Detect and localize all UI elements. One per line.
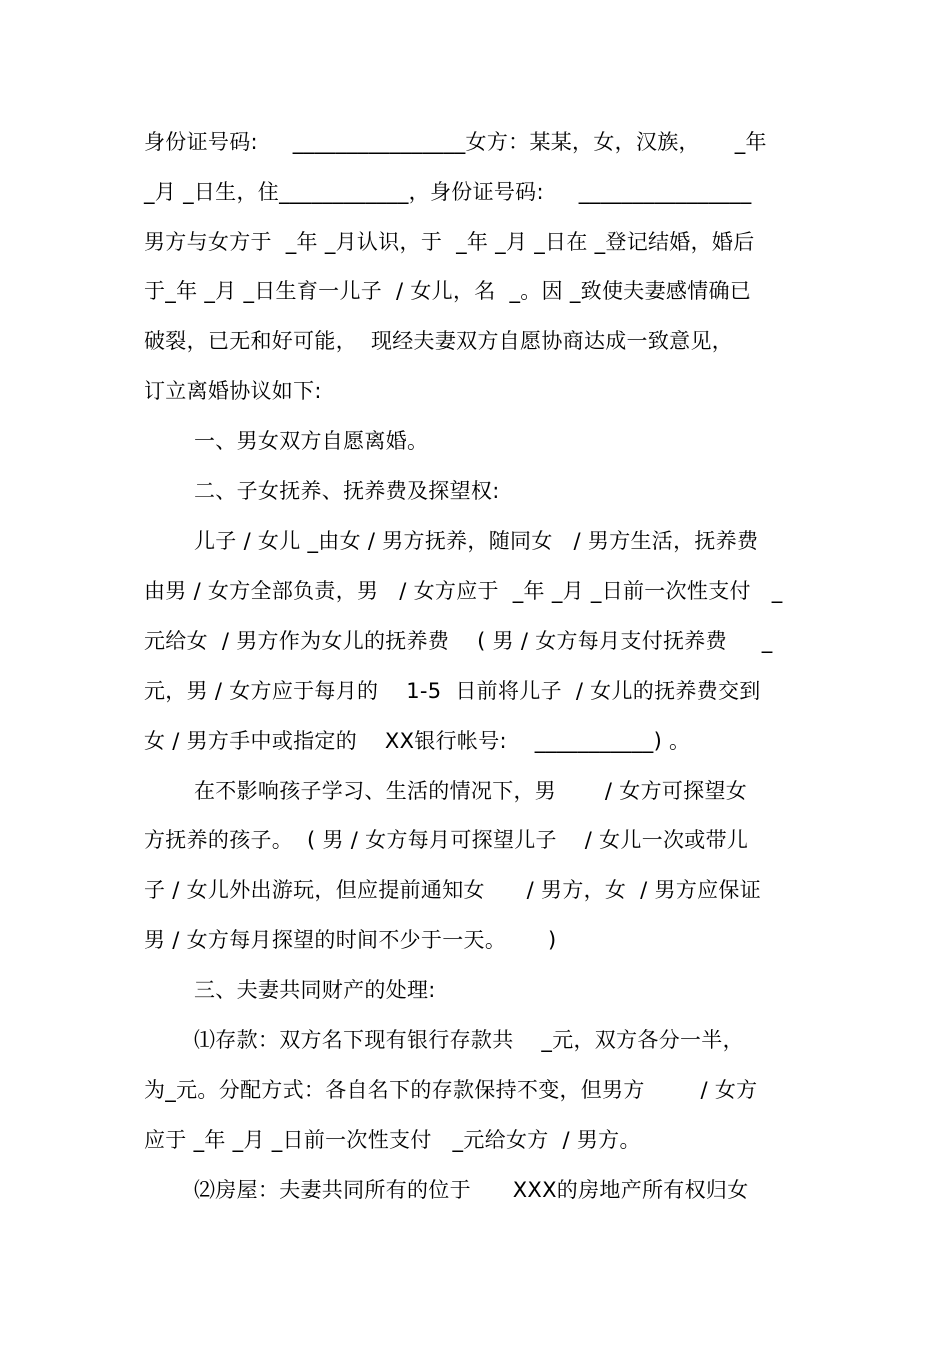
text-line: 女 / 男方手中或指定的 XX银行帐号: ___________) 。 xyxy=(144,729,691,753)
text-line: 破裂，已无和好可能， 现经夫妻双方自愿协商达成一致意见， xyxy=(144,329,734,353)
section-heading: 一、男女双方自愿离婚。 xyxy=(194,429,429,453)
text-line: 元给女 / 男方作为女儿的抚养费 ( 男 / 女方每月支付抚养费 _ xyxy=(144,629,773,653)
section-heading: 二、子女抚养、抚养费及探望权: xyxy=(194,479,500,503)
text-line: 身份证号码: ________________女方：某某，女，汉族， _年 xyxy=(144,130,767,154)
text-line: 方抚养的孩子。 ( 男 / 女方每月可探望儿子 / 女儿一次或带儿 xyxy=(144,828,749,852)
text-line: 男 / 女方每月探望的时间不少于一天。 ) xyxy=(144,928,557,952)
text-line: 在不影响孩子学习、生活的情况下，男 / 女方可探望女 xyxy=(194,779,748,803)
text-line: 男方与女方于 _年 _月认识，于 _年 _月 _日在 _登记结婚，婚后 xyxy=(144,230,755,254)
text-line: 应于 _年 _月 _日前一次性支付 _元给女方 / 男方。 xyxy=(144,1128,641,1152)
section-heading: 三、夫妻共同财产的处理: xyxy=(194,978,436,1002)
text-line: _月 _日生，住____________，身份证号码: ________________ xyxy=(144,180,752,204)
text-line: 元，男 / 女方应于每月的 1-5 日前将儿子 / 女儿的抚养费交到 xyxy=(144,679,761,703)
text-line: 儿子 / 女儿 _由女 / 男方抚养，随同女 / 男方生活，抚养费 xyxy=(194,529,759,553)
text-line: ⑵房屋：夫妻共同所有的位于 XXX的房地产所有权归女 xyxy=(194,1178,749,1202)
text-line: 订立离婚协议如下: xyxy=(144,379,322,403)
text-line: 于_年 _月 _日生育一儿子 / 女儿，名 _。因 _致使夫妻感情确已 xyxy=(144,279,752,303)
text-line: ⑴存款：双方名下现有银行存款共 _元，双方各分一半， xyxy=(194,1028,744,1052)
text-line: 为_元。分配方式：各自名下的存款保持不变，但男方 / 女方 xyxy=(144,1078,758,1102)
text-line: 由男 / 女方全部负责，男 / 女方应于 _年 _月 _日前一次性支付 _ xyxy=(144,579,783,603)
text-line: 子 / 女儿外出游玩，但应提前通知女 / 男方，女 / 男方应保证 xyxy=(144,878,762,902)
